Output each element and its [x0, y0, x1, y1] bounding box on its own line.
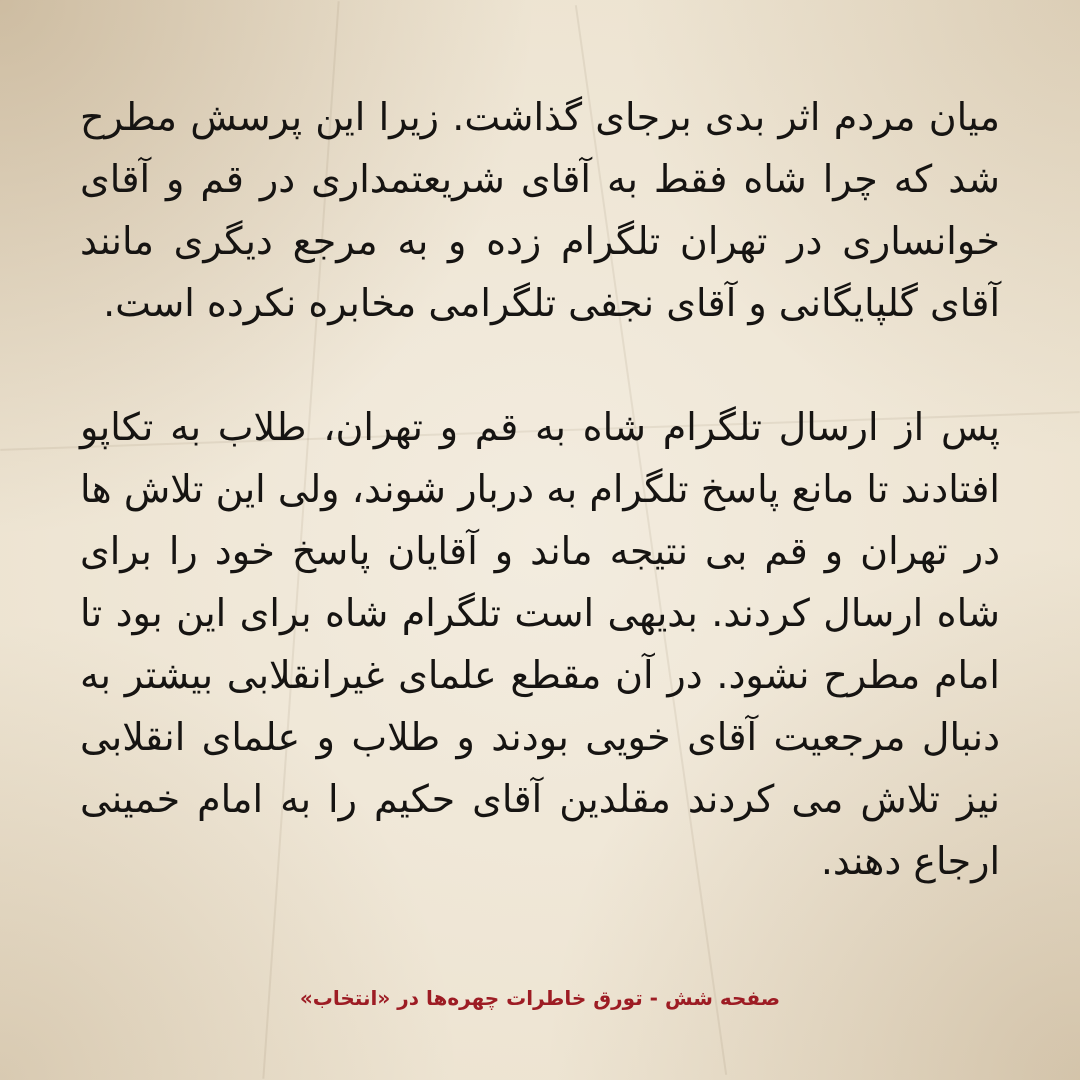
document-page [80, 86, 1000, 1040]
source-caption: صفحه شش - تورق خاطرات چهره‌ها در «انتخاب» [299, 986, 781, 1010]
paragraph-1: میان مردم اثر بدی برجای گذاشت. زیرا این پرسش مطرح شد که چرا شاه فقط به آقای شریعتمداری در قم و آقای خوانساری در تهران تلگرام زده و به مرجع دیگری مانند آقای گلپایگانی و آقای نجفی تلگرامی مخابره نکرده است. [80, 95, 1000, 325]
paragraph-2: پس از ارسال تلگرام شاه به قم و تهران، طلاب به تکاپو افتادند تا مانع پاسخ تلگرام به دربار شوند، ولی این تلاش ها در تهران و قم بی نتیجه ماند و آقایان پاسخ خود را برای شاه ارسال کردند. بدیهی است تلگرام شاه برای این بود تا امام مطرح نشود. در آن مقطع علمای غیرانقلابی بیشتر به دنبال مرجعیت آقای خویی بودند و طلاب و علمای انقلابی نیز تلاش می کردند مقلدین آقای حکیم را به امام خمینی ارجاع دهند. [80, 405, 1000, 883]
